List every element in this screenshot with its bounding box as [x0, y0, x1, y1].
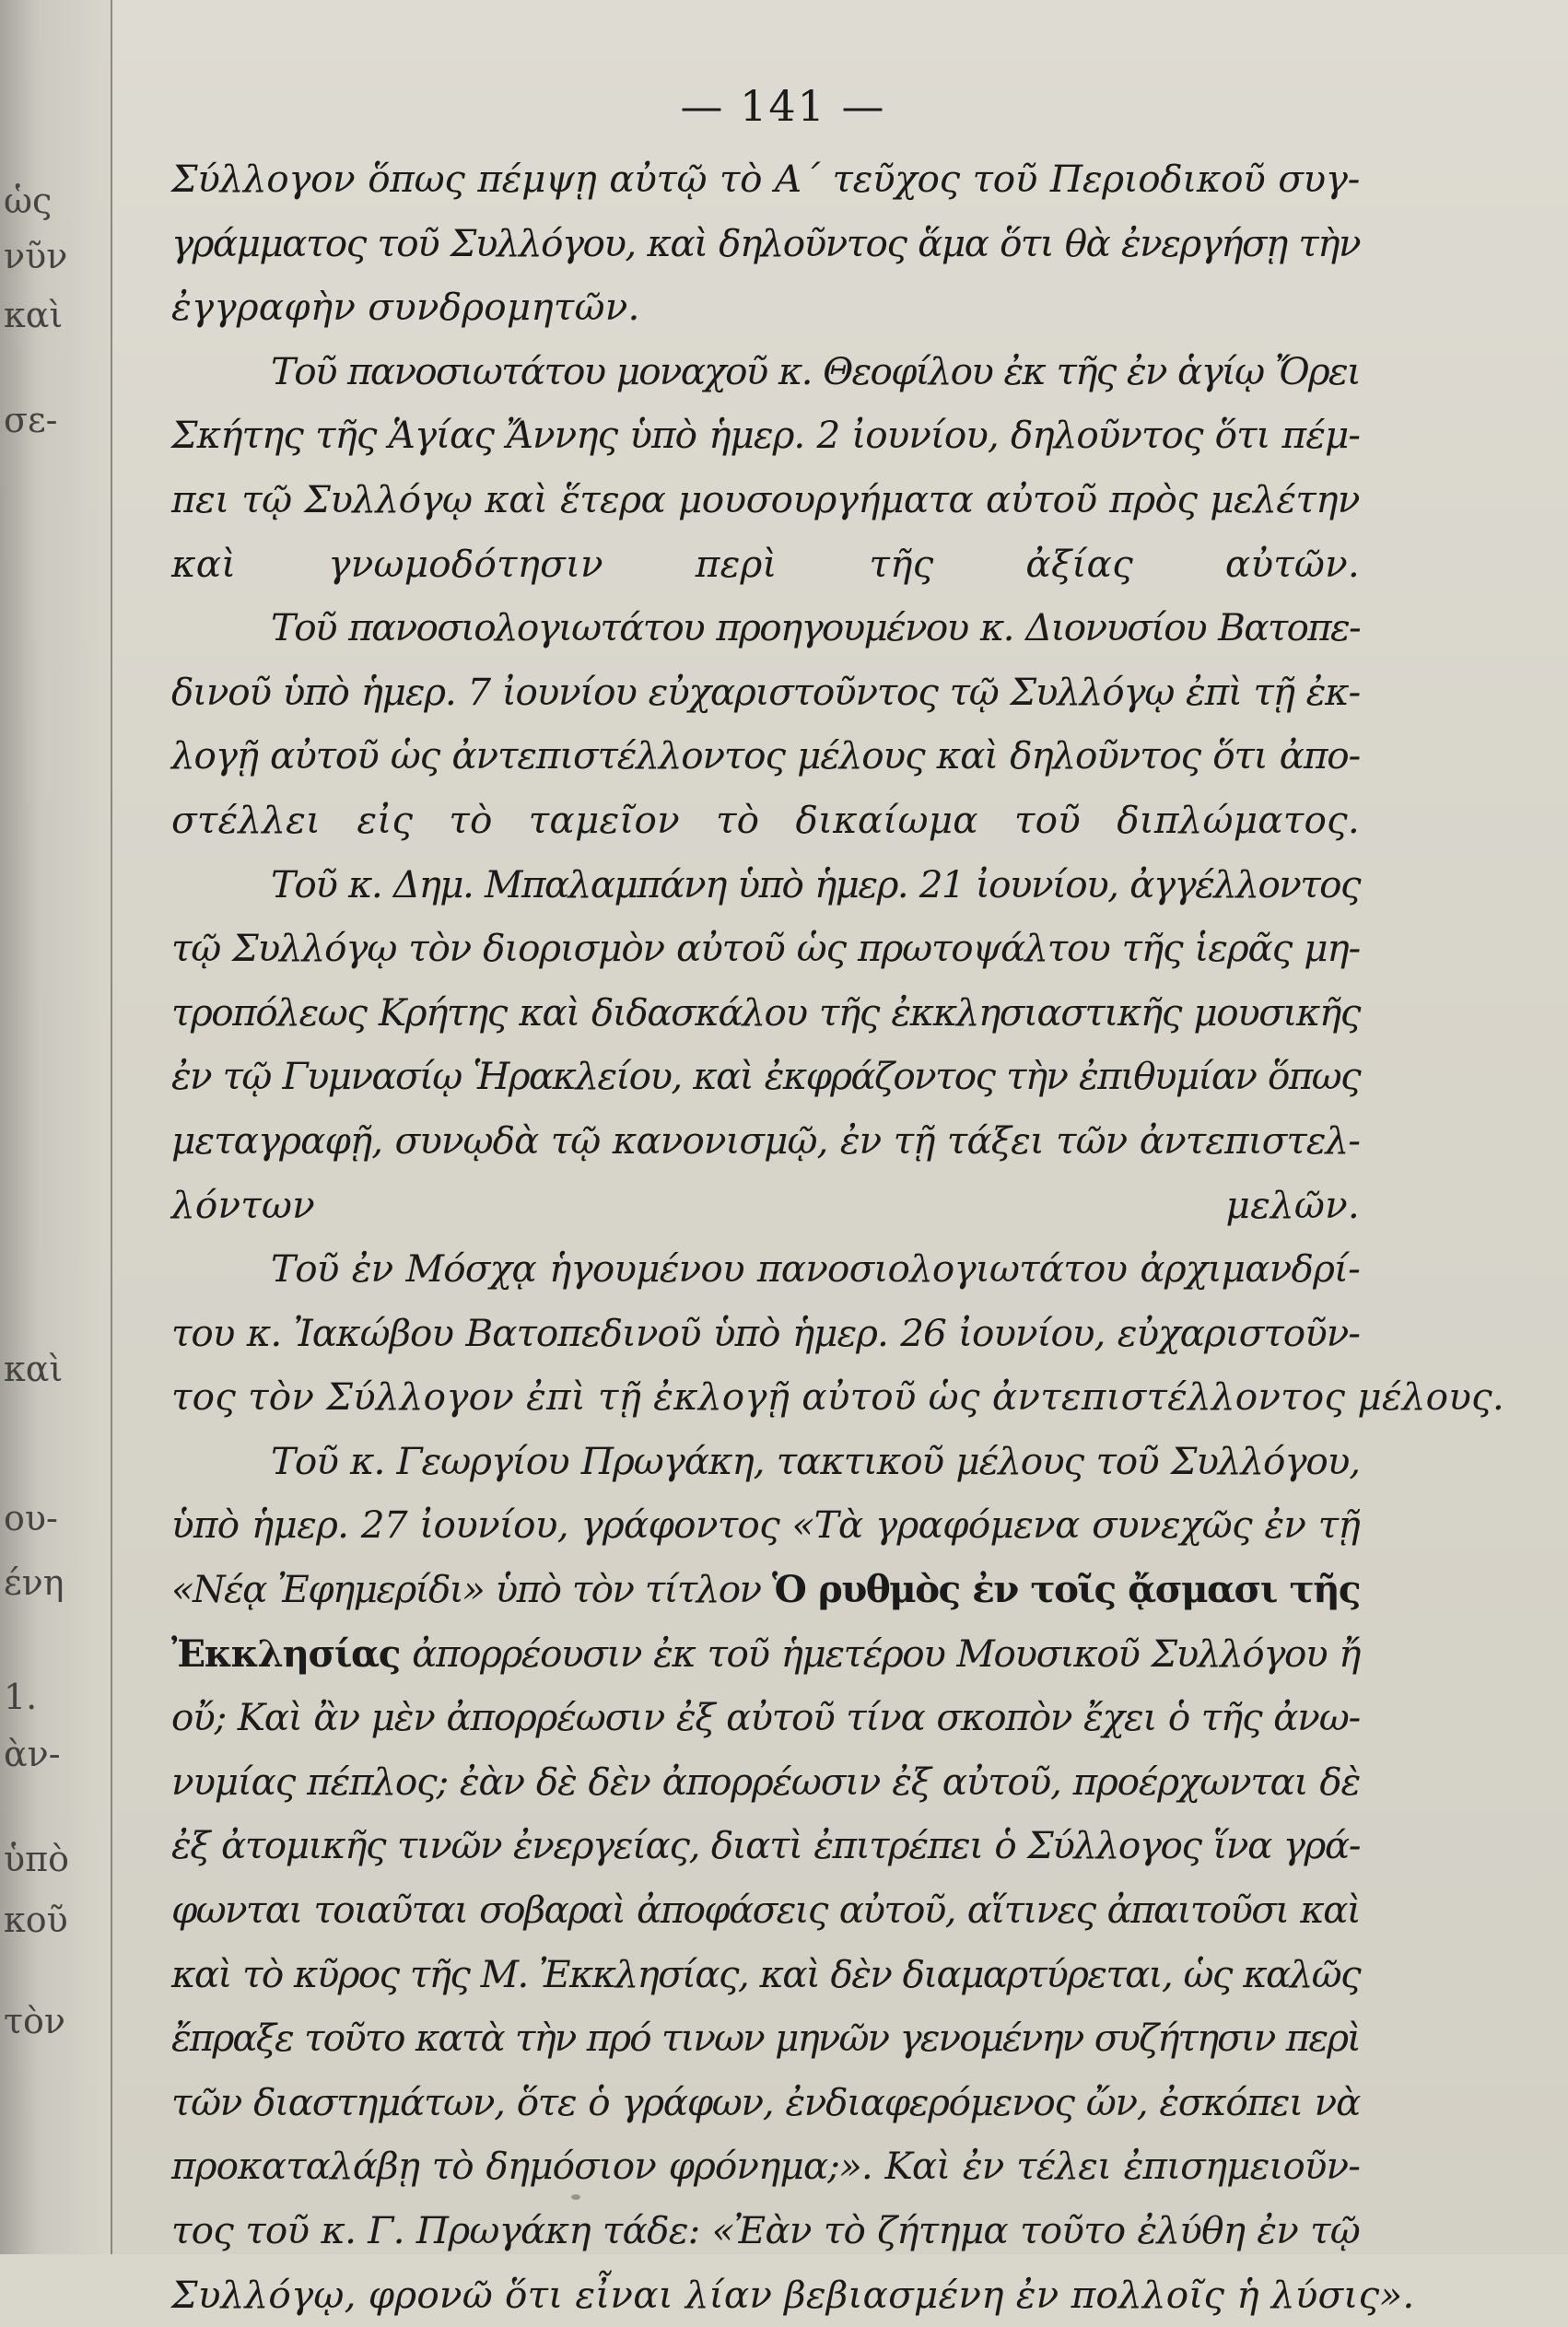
margin-fragment: ὰν-: [4, 1734, 61, 1774]
text-run: «Νέᾳ Ἐφημερίδι» ὑπὸ τὸν τίτλον: [171, 1567, 761, 1612]
page-number: — 141 —: [680, 81, 886, 131]
paragraph: [171, 1430, 1415, 2327]
text-line: ἐξ ἀτομικῆς τινῶν ἐνεργείας, διατὶ ἐπιτρέπει ὁ Σύλλογος ἵνα γρά-: [171, 1823, 1360, 1868]
margin-fragment: τὸν: [4, 2001, 66, 2041]
margin-fragment: καὶ: [4, 1349, 64, 1389]
text-line: [171, 1558, 1360, 1622]
text-line: φωνται τοιαῦται σοβαραὶ ἀποφάσεις αὐτοῦ, αἵτινες ἀπαιτοῦσι καὶ: [171, 1888, 1360, 1933]
text-line: [171, 1622, 1360, 1687]
text-line: Τοῦ κ. Γεωργίου Πρωγάκη, τακτικοῦ μέλους τοῦ Συλλόγου,: [271, 1438, 1360, 1483]
margin-fragment: ὡς: [4, 181, 53, 221]
margin-fragment: ου-: [4, 1498, 58, 1538]
body-text: [171, 147, 1505, 2327]
text-line: του κ. Ἰακώβου Βατοπεδινοῦ ὑπὸ ἡμερ. 26 ἰουνίου, εὐχαριστοῦν-: [171, 1310, 1360, 1355]
text-line: Σκήτης τῆς Ἁγίας Ἄννης ὑπὸ ἡμερ. 2 ἰουνίου, δηλοῦντος ὅτι πέμ-: [171, 413, 1360, 458]
margin-fragment: καὶ: [4, 295, 64, 335]
paragraph: [171, 853, 1360, 1238]
text-line: τῷ Συλλόγῳ τὸν διορισμὸν αὐτοῦ ὡς πρωτοψάλτου τῆς ἱερᾶς μη-: [171, 926, 1360, 971]
text-line: Σύλλογον ὅπως πέμψῃ αὐτῷ τὸ Α΄ τεῦχος τοῦ Περιοδικοῦ συγ-: [171, 157, 1360, 201]
text-line: ὑπὸ ἡμερ. 27 ἰουνίου, γράφοντος «Τὰ γραφόμενα συνεχῶς ἐν τῇ: [171, 1503, 1360, 1548]
text-line: Τοῦ πανοσιολογιωτάτου προηγουμένου κ. Διονυσίου Βατοπε-: [271, 605, 1360, 650]
text-line: στέλλει εἰς τὸ ταμεῖον τὸ δικαίωμα τοῦ διπλώματος.: [171, 797, 1360, 842]
margin-fragment: 1.: [4, 1677, 38, 1717]
margin-fragment: ένη: [4, 1562, 64, 1603]
text-line: λογῇ αὐτοῦ ὡς ἀντεπιστέλλοντος μέλους καὶ δηλοῦντος ὅτι ἀπο-: [171, 733, 1360, 778]
text-line: Τοῦ πανοσιωτάτου μοναχοῦ κ. Θεοφίλου ἐκ τῆς ἐν ἁγίῳ Ὄρει: [271, 348, 1360, 393]
bold-title-run: Ἐκκλησίας: [171, 1631, 400, 1676]
paragraph: [171, 147, 1360, 340]
text-line: καὶ τὸ κῦρος τῆς Μ. Ἐκκλησίας, καὶ δὲν διαμαρτύρεται, ὡς καλῶς: [171, 1951, 1360, 1996]
text-run: ἀπορρέουσιν ἐκ τοῦ ἡμετέρου Μουσικοῦ Συλλόγου ἤ: [412, 1631, 1360, 1676]
margin-fragment: ὑπὸ: [4, 1839, 69, 1879]
text-line: Τοῦ ἐν Μόσχᾳ ἡγουμένου πανοσιολογιωτάτου ἀρχιμανδρί-: [271, 1246, 1360, 1292]
text-line: νυμίας πέπλος; ἐὰν δὲ δὲν ἀπορρέωσιν ἐξ αὐτοῦ, προέρχωνται δὲ: [171, 1759, 1360, 1804]
margin-fragment: νῦν: [4, 236, 68, 276]
text-line: προκαταλάβῃ τὸ δημόσιον φρόνημα;». Καὶ ἐν τέλει ἐπισημειοῦν-: [171, 2144, 1360, 2189]
text-line: λόντων μελῶν.: [171, 1182, 1360, 1227]
margin-fragment: κοῦ: [4, 1900, 68, 1940]
text-line: Συλλόγῳ, φρονῶ ὅτι εἶναι λίαν βεβιασμένη ἐν πολλοῖς ἡ λύσις».: [171, 2272, 1415, 2317]
text-line: ἔπραξε τοῦτο κατὰ τὴν πρό τινων μηνῶν γενομένην συζήτησιν περὶ: [171, 2016, 1360, 2061]
text-line: Τοῦ κ. Δημ. Μπαλαμπάνη ὑπὸ ἡμερ. 21 ἰουνίου, ἀγγέλλοντος: [271, 861, 1360, 906]
text-line: καὶ γνωμοδότησιν περὶ τῆς ἀξίας αὐτῶν.: [171, 541, 1360, 586]
paragraph: [171, 1237, 1505, 1430]
text-line: δινοῦ ὑπὸ ἡμερ. 7 ἰουνίου εὐχαριστοῦντος τῷ Συλλόγῳ ἐπὶ τῇ ἐκ-: [171, 669, 1360, 714]
text-line: πει τῷ Συλλόγῳ καὶ ἕτερα μουσουργήματα αὐτοῦ πρὸς μελέτην: [171, 476, 1360, 521]
text-line: οὔ; Καὶ ἂν μὲν ἀπορρέωσιν ἐξ αὐτοῦ τίνα σκοπὸν ἔχει ὁ τῆς ἀνω-: [171, 1695, 1360, 1740]
text-line: γράμματος τοῦ Συλλόγου, καὶ δηλοῦντος ἅμα ὅτι θὰ ἐνεργήσῃ τὴν: [171, 220, 1360, 265]
text-line: τῶν διαστημάτων, ὅτε ὁ γράφων, ἐνδιαφερόμενος ὤν, ἐσκόπει νὰ: [171, 2079, 1360, 2124]
paragraph: [171, 340, 1360, 596]
text-line: μεταγραφῇ, συνῳδὰ τῷ κανονισμῷ, ἐν τῇ τάξει τῶν ἀντεπιστελ-: [171, 1117, 1360, 1163]
text-line: τος τοῦ κ. Γ. Πρωγάκη τάδε: «Ἐὰν τὸ ζήτημα τοῦτο ἐλύθη ἐν τῷ: [171, 2208, 1360, 2252]
text-line: τροπόλεως Κρήτης καὶ διδασκάλου τῆς ἐκκλησιαστικῆς μουσικῆς: [171, 989, 1360, 1035]
paragraph: [171, 596, 1360, 852]
text-line: ἐγγραφὴν συνδρομητῶν.: [171, 285, 640, 330]
paper-speck: [571, 2194, 580, 2200]
facing-page-edge: [0, 0, 112, 2254]
margin-fragment: σε-: [4, 400, 58, 440]
bold-title-run: Ὁ ρυθμὸς ἐν τοῖς ᾄσμασι τῆς: [771, 1567, 1360, 1612]
text-line: τος τὸν Σύλλογον ἐπὶ τῇ ἐκλογῇ αὐτοῦ ὡς ἀντεπιστέλλοντος μέλους.: [171, 1374, 1505, 1420]
text-line: ἐν τῷ Γυμνασίῳ Ἡρακλείου, καὶ ἐκφράζοντος τὴν ἐπιθυμίαν ὅπως: [171, 1054, 1360, 1099]
